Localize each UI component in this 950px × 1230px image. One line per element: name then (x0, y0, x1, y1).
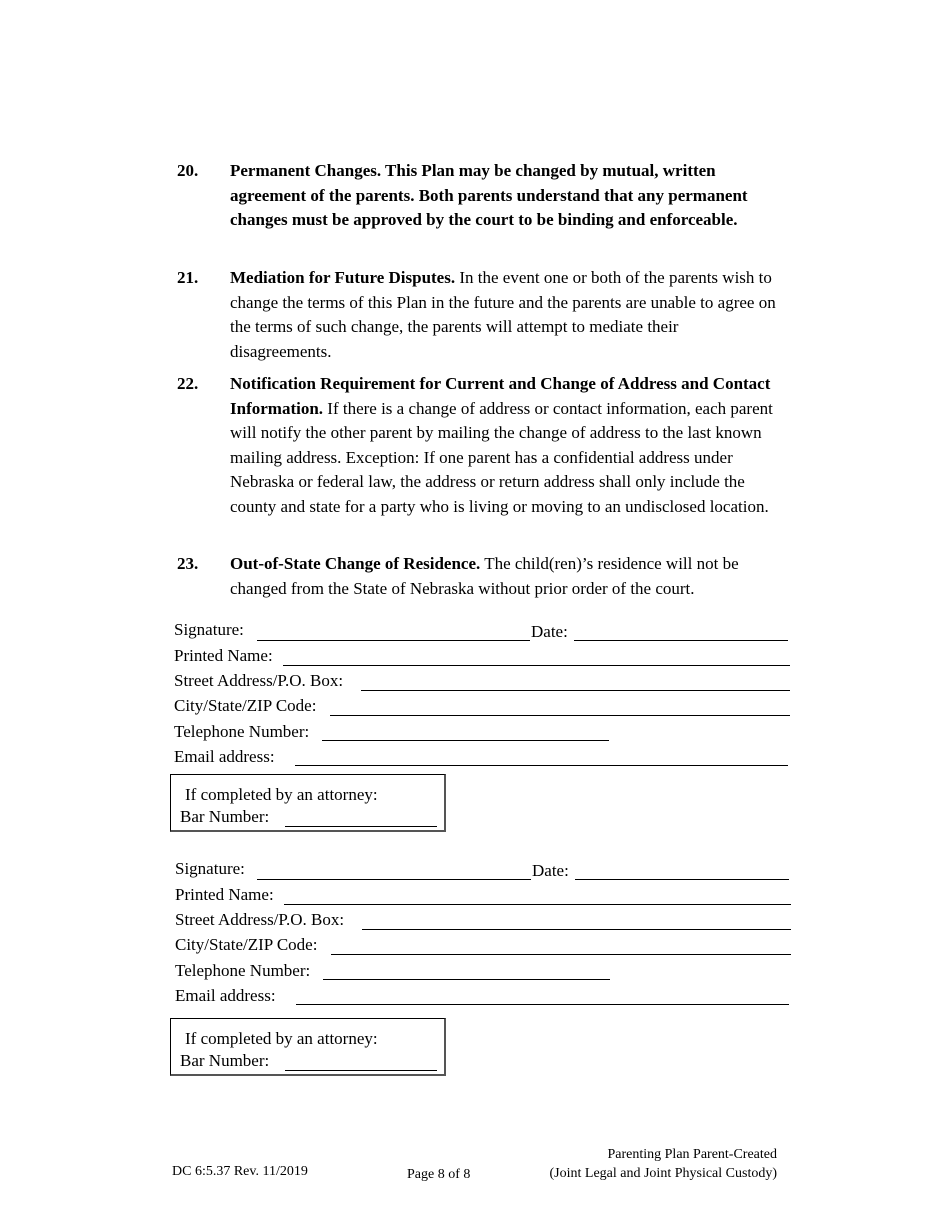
section-title: Mediation for Future Disputes. (230, 268, 456, 287)
street-address-field[interactable] (361, 690, 790, 691)
section-number: 23. (177, 554, 199, 573)
city-state-zip-label: City/State/ZIP Code: (174, 696, 317, 715)
printed-name-field[interactable] (284, 904, 791, 905)
email-label: Email address: (174, 747, 275, 766)
section-21 (177, 266, 777, 364)
section-text: The child(ren)’s residence will not be changed from the State of Nebraska without prior order of the court. (230, 554, 739, 598)
street-address-field[interactable] (362, 929, 791, 930)
attorney-note: If completed by an attorney: (185, 785, 378, 804)
footer-page-number: Page 8 of 8 (407, 1167, 471, 1182)
signature-field[interactable] (257, 640, 530, 641)
signature-label: Signature: (174, 620, 244, 639)
bar-number-label: Bar Number: (180, 1051, 270, 1070)
section-text: This Plan may be changed by mutual, written agreement of the parents. Both parents understand that any permanent changes must be approved by the court to be binding and enforceable. (230, 161, 748, 229)
date-label: Date: (531, 622, 568, 641)
telephone-field[interactable] (323, 979, 610, 980)
email-label: Email address: (175, 986, 276, 1005)
section-number: 22. (177, 374, 199, 393)
attorney-box (170, 1018, 446, 1076)
city-state-zip-field[interactable] (330, 715, 790, 716)
printed-name-label: Printed Name: (174, 646, 273, 665)
bar-number-label: Bar Number: (180, 807, 270, 826)
section-title: Notification Requirement for Current and Change of Address and Contact Information. (230, 374, 771, 418)
section-20 (177, 159, 777, 233)
bar-number-field[interactable] (285, 826, 437, 827)
telephone-field[interactable] (322, 740, 609, 741)
footer-form-id: DC 6:5.37 Rev. 11/2019 (172, 1164, 308, 1179)
street-address-label: Street Address/P.O. Box: (175, 910, 345, 929)
section-title: Permanent Changes. (230, 161, 382, 180)
bar-number-field[interactable] (285, 1070, 437, 1071)
attorney-note: If completed by an attorney: (185, 1029, 378, 1048)
section-22 (177, 372, 777, 519)
signature-label: Signature: (175, 859, 245, 878)
footer-document-title (550, 1145, 777, 1183)
telephone-label: Telephone Number: (174, 722, 310, 741)
footer-title-line2: (Joint Legal and Joint Physical Custody) (549, 1166, 777, 1181)
date-field[interactable] (574, 640, 788, 641)
section-number: 20. (177, 161, 199, 180)
telephone-label: Telephone Number: (175, 961, 311, 980)
date-field[interactable] (575, 879, 789, 880)
street-address-label: Street Address/P.O. Box: (174, 671, 344, 690)
section-23 (177, 552, 777, 601)
city-state-zip-label: City/State/ZIP Code: (175, 935, 318, 954)
section-number: 21. (177, 268, 199, 287)
footer-title-line1: Parenting Plan Parent-Created (607, 1147, 777, 1162)
email-field[interactable] (295, 765, 788, 766)
city-state-zip-field[interactable] (331, 954, 791, 955)
attorney-box (170, 774, 446, 832)
section-text: In the event one or both of the parents wish to change the terms of this Plan in the future and the parents are unable to agree on the terms of such change, the parents will attempt to mediate their disagreements. (230, 268, 776, 361)
section-text: If there is a change of address or contact information, each parent will notify the other parent by mailing the change of address to the last known mailing address. Exception: If one parent has a confidential address under Nebraska or federal law, the address or return address shall only include the county and state for a party who is living or moving to an undisclosed location. (230, 398, 773, 516)
printed-name-field[interactable] (283, 665, 790, 666)
signature-field[interactable] (257, 879, 531, 880)
section-title: Out-of-State Change of Residence. (230, 554, 481, 573)
printed-name-label: Printed Name: (175, 885, 274, 904)
email-field[interactable] (296, 1004, 789, 1005)
date-label: Date: (532, 861, 569, 880)
